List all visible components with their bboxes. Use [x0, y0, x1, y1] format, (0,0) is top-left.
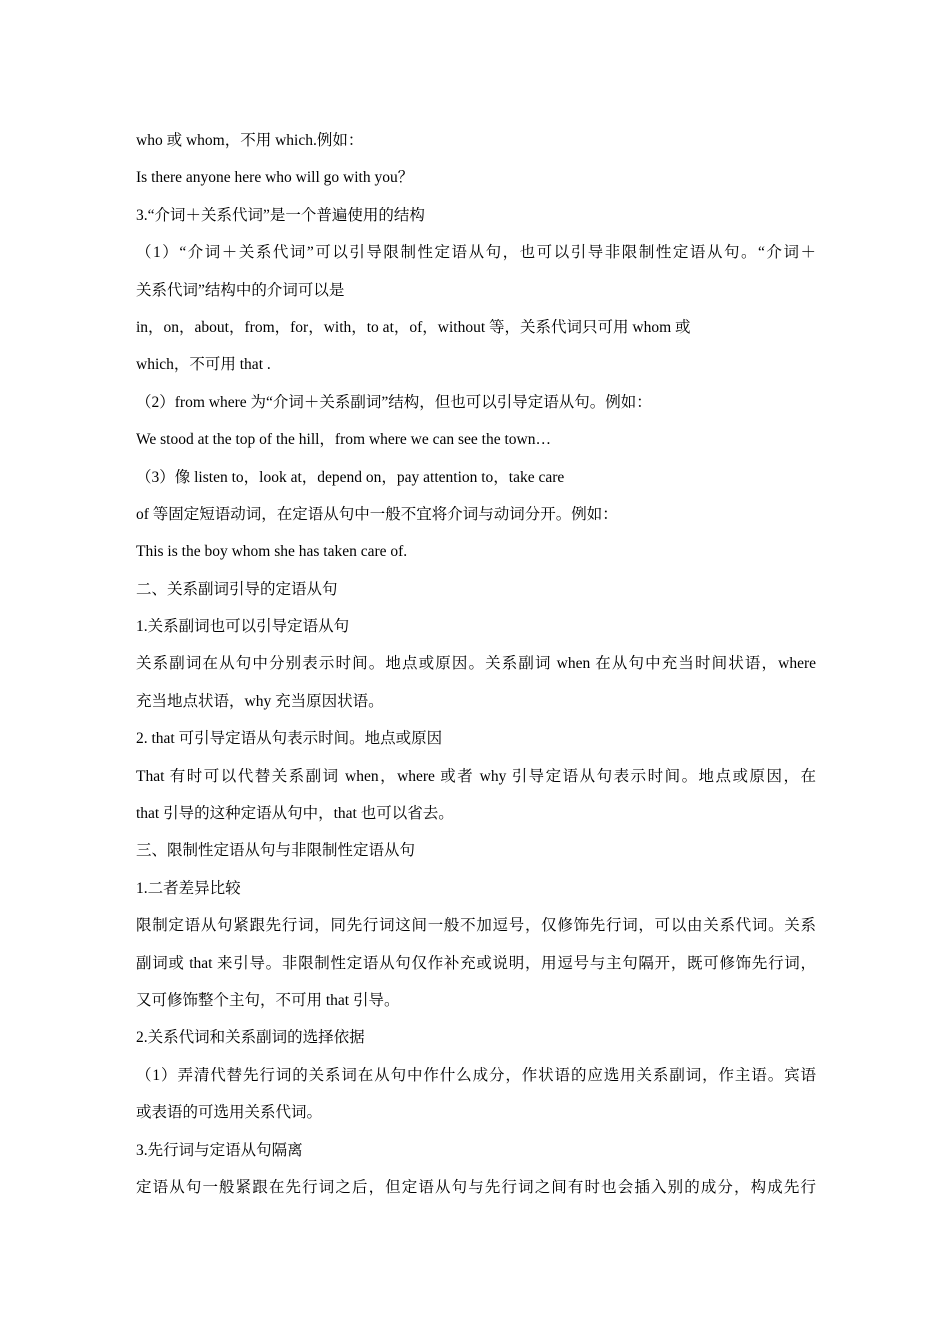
subsection-heading: 3.先行词与定语从句隔离: [136, 1141, 303, 1159]
text-line: which，不可用 that .: [136, 356, 271, 374]
text-line: （1）弄清代替先行词的关系词在从句中作什么成分，作状语的应选用关系副词，作主语。宾语: [136, 1066, 816, 1084]
text-line: （3）像 listen to，look at，depend on，pay attention to，take care: [136, 468, 565, 486]
text-line: （2）from where 为“介词＋关系副词”结构，但也可以引导定语从句。例如：: [136, 393, 652, 411]
text-line: 副词或 that 来引导。非限制性定语从句仅作补充或说明，用逗号与主句隔开，既可修饰先行词，: [136, 954, 816, 972]
text-line: 或表语的可选用关系代词。: [136, 1104, 323, 1122]
text-line: （1）“介词＋关系代词”可以引导限制性定语从句，也可以引导非限制性定语从句。“介词＋: [136, 244, 816, 262]
section-heading: 三、限制性定语从句与非限制性定语从句: [136, 842, 416, 860]
text-line: 定语从句一般紧跟在先行词之后，但定语从句与先行词之间有时也会插入别的成分，构成先行: [136, 1178, 816, 1196]
text-line: of 等固定短语动词，在定语从句中一般不宜将介词与动词分开。例如：: [136, 505, 618, 523]
document-page: [136, 122, 816, 1206]
section-heading: 3.“介词＋关系代词”是一个普遍使用的结构: [136, 206, 425, 224]
text-line: in，on，about，from，for，with，to at，of，without 等，关系代词只可用 whom 或: [136, 318, 691, 336]
subsection-heading: 2.关系代词和关系副词的选择依据: [136, 1029, 365, 1047]
text-line: 关系副词在从句中分别表示时间。地点或原因。关系副词 when 在从句中充当时间状语，where: [136, 655, 816, 673]
text-line: 又可修饰整个主句，不可用 that 引导。: [136, 991, 400, 1009]
example-sentence: This is the boy whom she has taken care of.: [136, 543, 408, 561]
section-heading: 二、关系副词引导的定语从句: [136, 580, 338, 598]
text-line: 充当地点状语，why 充当原因状语。: [136, 692, 384, 710]
text-line: 关系代词”结构中的介词可以是: [136, 281, 345, 299]
subsection-heading: 2. that 可引导定语从句表示时间。地点或原因: [136, 730, 443, 748]
text-line: that 引导的这种定语从句中，that 也可以省去。: [136, 805, 454, 823]
subsection-heading: 1.关系副词也可以引导定语从句: [136, 618, 350, 636]
example-sentence: Is there anyone here who will go with you？: [136, 169, 414, 187]
text-line: That 有时可以代替关系副词 when，where 或者 why 引导定语从句表示时间。地点或原因，在: [136, 767, 816, 785]
subsection-heading: 1.二者差异比较: [136, 879, 241, 897]
text-line: who 或 whom，不用 which.例如：: [136, 132, 364, 149]
example-sentence: We stood at the top of the hill，from where we can see the town…: [136, 431, 551, 449]
text-line: 限制定语从句紧跟先行词，同先行词这间一般不加逗号，仅修饰先行词，可以由关系代词。关系: [136, 917, 816, 935]
